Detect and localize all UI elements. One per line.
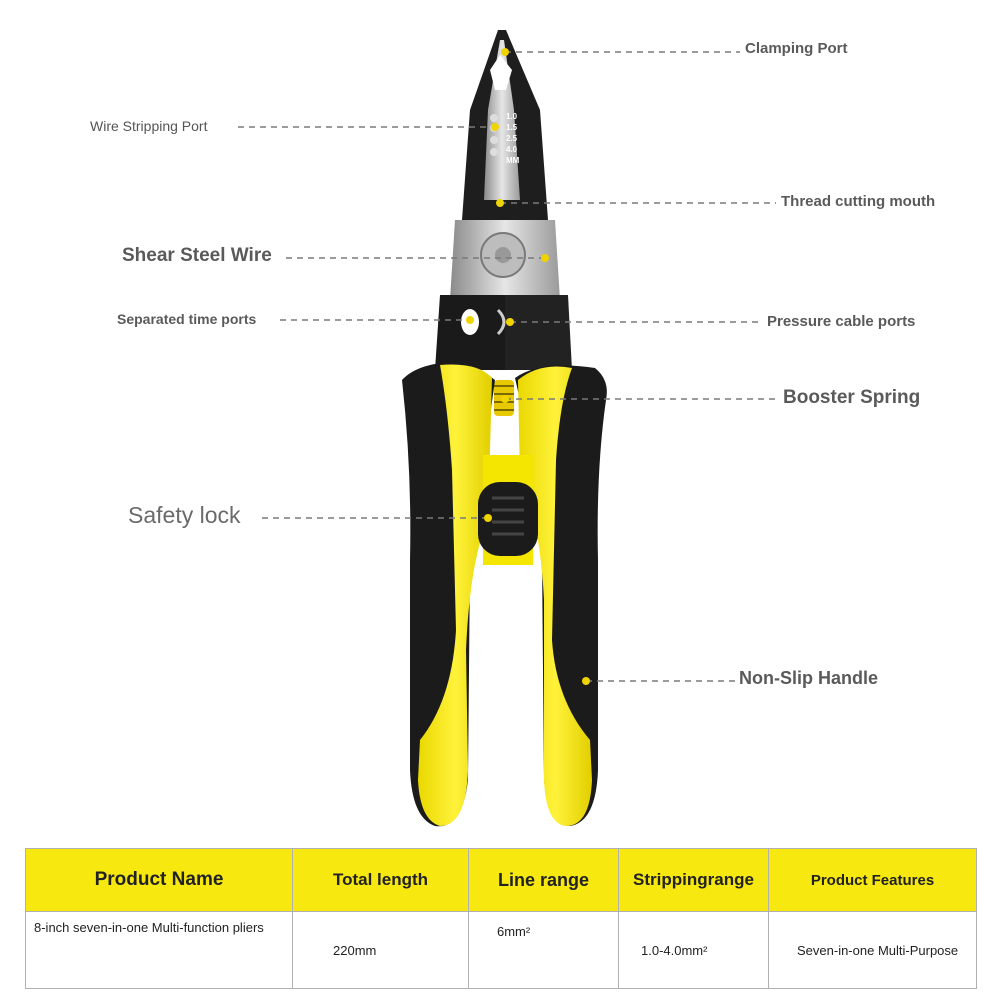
spec-row xyxy=(26,912,977,989)
pliers-jaws xyxy=(462,30,548,220)
header-product-name: Product Name xyxy=(26,849,293,912)
header-line-range: Line range xyxy=(469,849,619,912)
callout-safety-lock: Safety lock xyxy=(128,502,241,528)
cell-product-name: 8-inch seven-in-one Multi-function pliers xyxy=(26,912,293,989)
callout-booster-spring: Booster Spring xyxy=(783,387,921,408)
right-handle xyxy=(515,366,607,826)
callout-non-slip-handle: Non-Slip Handle xyxy=(739,668,878,688)
callout-thread-cutting-mouth: Thread cutting mouth xyxy=(781,193,936,210)
safety-lock xyxy=(478,455,538,565)
gauge-mark: 1.0 xyxy=(506,112,518,121)
cell-total-length: 220mm xyxy=(293,912,469,989)
callout-pressure-cable-ports: Pressure cable ports xyxy=(767,313,916,330)
callout-wire-stripping-port: Wire Stripping Port xyxy=(90,118,208,134)
gauge-mark: 1.5 xyxy=(506,123,518,132)
header-total-length: Total length xyxy=(293,849,469,912)
gauge-mark: MM xyxy=(506,156,520,165)
spec-table xyxy=(25,848,977,989)
cell-product-features: Seven-in-one Multi-Purpose xyxy=(769,912,977,989)
gauge-marks xyxy=(506,111,519,166)
gauge-mark: 4.0 xyxy=(506,145,518,154)
callout-clamping-port: Clamping Port xyxy=(745,40,848,57)
callout-separated-time-ports: Separated time ports xyxy=(117,311,257,327)
cell-stripping-range: 1.0-4.0mm² xyxy=(619,912,769,989)
left-handle xyxy=(402,362,495,826)
callout-shear-steel-wire: Shear Steel Wire xyxy=(122,245,272,266)
header-product-features: Product Features xyxy=(769,849,977,912)
header-stripping-range: Strippingrange xyxy=(619,849,769,912)
cell-line-range: 6mm² xyxy=(469,912,619,989)
spec-header-row xyxy=(26,849,977,912)
gauge-mark: 2.5 xyxy=(506,134,518,143)
pliers-neck xyxy=(435,295,572,370)
